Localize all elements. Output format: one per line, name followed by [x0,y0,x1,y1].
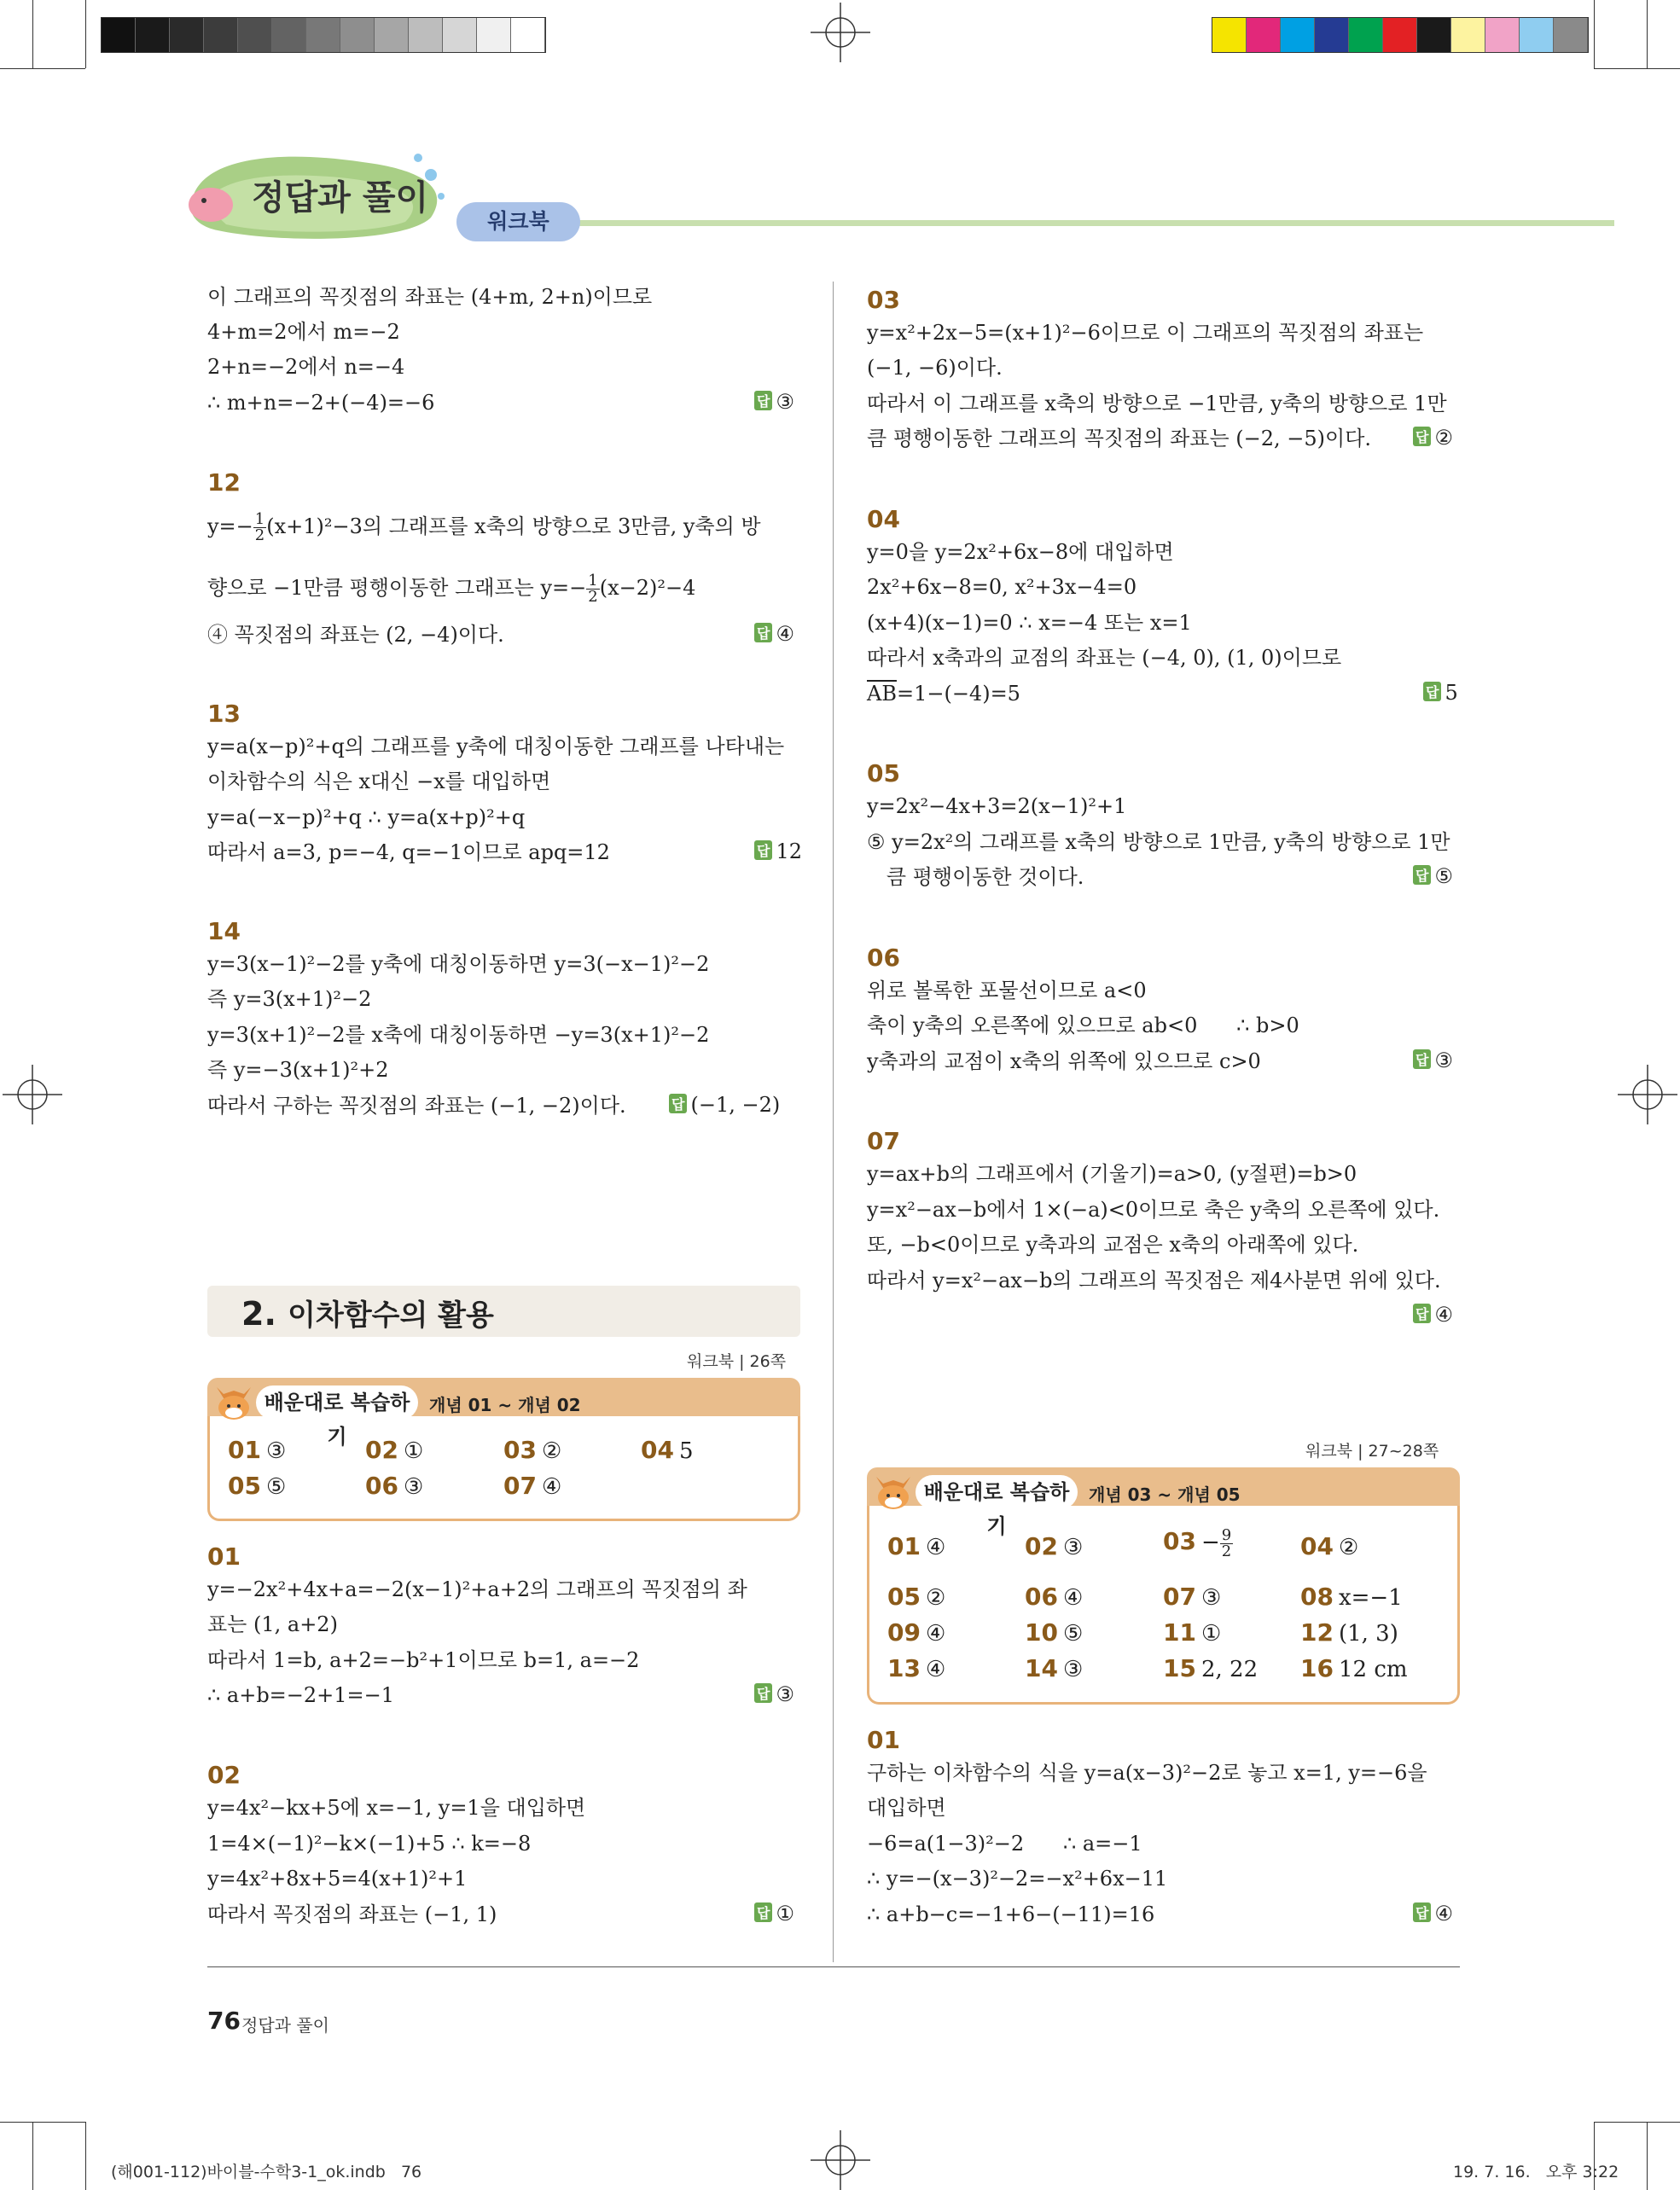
solution-line: y=2x²−4x+3=2(x−1)²+1 [867,794,1127,818]
crop-mark [85,2122,86,2190]
solution-line: −6=a(1−3)²−2 ∴ a=−1 [867,1832,1142,1856]
fraction: $\frac{1}{2}$ [254,510,265,544]
crop-mark [0,68,85,69]
solution-line: 1=4×(−1)²−k×(−1)+5 ∴ k=−8 [207,1832,532,1856]
color-swatches [1212,17,1589,53]
solution-line: y=3(x+1)²−2를 x축에 대칭이동하면 −y=3(x+1)²−2 [207,1023,710,1047]
solution-line: y=a(x−p)²+q의 그래프를 y축에 대칭이동한 그래프를 나타내는 [207,735,785,758]
solution-line: 따라서 a=3, p=−4, q=−1이므로 apq=12 [207,840,610,864]
review-answer: 04 ② [1300,1532,1359,1560]
problem-number: 06 [867,944,900,972]
review-answer: 01 ③ [228,1436,287,1464]
crop-mark [1594,68,1680,69]
review-answer: 05 ⑤ [228,1472,287,1500]
review-title: 배운대로 복습하기 [256,1385,418,1420]
review-answer: 08 x=−1 [1300,1583,1403,1611]
answer-badge: 답 ③ [754,390,794,414]
review-answer: 09 ④ [887,1618,946,1647]
answer-mark-icon: 답 [754,1902,772,1922]
fox-mascot-icon [869,1465,917,1516]
solution-line: 즉 y=3(x+1)²−2 [207,987,372,1011]
review-answer: 04 5 [641,1436,694,1464]
solution-line: (−1, −6)이다. [867,356,1003,380]
header-rule [546,220,1614,226]
review-answer: 02 ① [365,1436,424,1464]
page-label: 정답과 풀이 [241,2015,329,2036]
crop-mark [85,0,86,68]
solution-line: 따라서 y=x²−ax−b의 그래프의 꼭짓점은 제4사분면 위에 있다. [867,1269,1441,1293]
page-number: 76 [207,2007,241,2035]
crop-mark [1594,0,1595,68]
solution-line: ∴ a+b−c=−1+6−(−11)=16 [867,1902,1155,1926]
review-answer: 03 − $\frac{9}{2}$ [1163,1525,1232,1560]
review-answer: 15 2, 22 [1163,1654,1259,1682]
answer-badge: 답 5 [1423,681,1458,705]
problem-number: 14 [207,917,241,945]
workbook-page-ref: 워크북 | 26쪽 [687,1352,787,1371]
solution-line: y=4x²−kx+5에 x=−1, y=1을 대입하면 [207,1796,586,1820]
solution-line: 큼 평행이동한 것이다. [867,865,1084,889]
crop-mark [32,2122,33,2190]
solution-line: y=−2x²+4x+a=−2(x−1)²+a+2의 그래프의 꼭짓점의 좌 [207,1577,747,1601]
page-header-title: 정답과 풀이 [252,178,429,218]
answer-mark-icon: 답 [669,1094,687,1113]
solution-line: $\overline{AB}=1-(-4)=5$ [867,682,1020,706]
solution-line: ④ 꼭짓점의 좌표는 (2, −4)이다. [207,623,504,647]
review-box [207,1416,800,1521]
solution-line: 구하는 이차함수의 식을 y=a(x−3)²−2로 놓고 x=1, y=−6을 [867,1761,1427,1785]
answer-mark-icon: 답 [1413,427,1431,446]
grayscale-swatches [101,17,546,53]
solution-line: 위로 볼록한 포물선이므로 a<0 [867,979,1147,1002]
solution-line: 이차함수의 식은 x대신 −x를 대입하면 [207,770,551,793]
registration-mark-icon [811,2130,870,2190]
crop-mark [0,2122,85,2123]
segment-ab: $\overline{AB}$ [867,682,897,706]
review-range: 개념 01 ~ 개념 02 [429,1395,581,1415]
solution-line: y=4x²+8x+5=4(x+1)²+1 [207,1867,468,1891]
solution-line: 축이 y축의 오른쪽에 있으므로 ab<0 ∴ b>0 [867,1014,1299,1037]
registration-mark-icon [1618,1065,1677,1124]
solution-line: y=x²−ax−b에서 1×(−a)<0이므로 축은 y축의 오른쪽에 있다. [867,1198,1440,1222]
problem-number: 01 [207,1542,241,1571]
solution-line: ∴ y=−(x−3)²−2=−x²+6x−11 [867,1867,1168,1891]
review-answer: 06 ④ [1025,1583,1084,1611]
solution-line: 4+m=2에서 m=−2 [207,320,400,344]
solution-line: ∴ m+n=−2+(−4)=−6 [207,391,435,415]
problem-number: 05 [867,759,900,787]
fraction: $\frac{9}{2}$ [1221,1525,1232,1560]
solution-line: ∴ a+b=−2+1=−1 [207,1683,395,1707]
crop-mark [1647,2122,1648,2190]
answer-mark-icon: 답 [1413,1049,1431,1069]
answer-mark-icon: 답 [1413,865,1431,885]
answer-badge: 답 (−1, −2) [669,1093,780,1117]
solution-line: 표는 (1, a+2) [207,1612,338,1636]
solution-line: 이 그래프의 꼭짓점의 좌표는 (4+m, 2+n)이므로 [207,285,653,309]
review-answer: 13 ④ [887,1654,946,1682]
review-answer: 11 ① [1163,1618,1222,1647]
review-answer: 01 ④ [887,1532,946,1560]
review-answer: 14 ③ [1025,1654,1084,1682]
review-answer: 10 ⑤ [1025,1618,1084,1647]
review-range: 개념 03 ~ 개념 05 [1089,1484,1241,1505]
file-slug: (해001-112)바이블-수학3-1_ok.indb 76 [111,2163,422,2181]
registration-mark-icon [3,1065,62,1124]
crop-mark [1594,2122,1680,2123]
problem-number: 03 [867,286,900,314]
crop-mark [1647,0,1648,68]
solution-line: y축과의 교점이 x축의 위쪽에 있으므로 c>0 [867,1049,1261,1073]
answer-badge: 답 ③ [1413,1049,1453,1072]
solution-line: 따라서 구하는 꼭짓점의 좌표는 (−1, −2)이다. [207,1094,626,1118]
solution-line: 대입하면 [867,1796,946,1820]
review-answer: 03 ② [503,1436,562,1464]
review-answer: 16 12 cm [1300,1654,1408,1682]
column-divider [833,282,834,1962]
review-answer: 07 ③ [1163,1583,1222,1611]
answer-badge: 답 ③ [754,1682,794,1706]
answer-badge: 답 ④ [754,622,794,646]
answer-mark-icon: 답 [754,623,772,642]
fraction: $\frac{1}{2}$ [588,572,598,606]
solution-line: y=3(x−1)²−2를 y축에 대칭이동하면 y=3(−x−1)²−2 [207,952,710,976]
answer-badge: 답 ④ [1413,1303,1453,1327]
review-answer: 12 (1, 3) [1300,1618,1398,1647]
solution-line: 즉 y=−3(x+1)²+2 [207,1058,389,1082]
answer-mark-icon: 답 [1413,1304,1431,1323]
answer-badge: 답 ② [1413,426,1453,450]
solution-line: 따라서 x축과의 교점의 좌표는 (−4, 0), (1, 0)이므로 [867,646,1342,670]
registration-mark-icon [811,3,870,62]
solution-line: y=0을 y=2x²+6x−8에 대입하면 [867,540,1174,564]
solution-line: 2x²+6x−8=0, x²+3x−4=0 [867,575,1137,599]
section-heading: 2. 이차함수의 활용 [241,1295,494,1333]
print-timestamp: 19. 7. 16. 오후 3:22 [1453,2163,1619,2181]
crop-mark [32,0,33,68]
solution-line: y=a(−x−p)²+q ∴ y=a(x+p)²+q [207,805,526,829]
solution-line: 향으로 −1만큼 평행이동한 그래프는 y=− $\frac{1}{2}$ (x−2)²−4 [207,572,696,606]
problem-number: 13 [207,700,241,728]
answer-mark-icon: 답 [1413,1902,1431,1922]
fox-mascot-icon [210,1375,258,1426]
solution-line: y=− $\frac{1}{2}$ (x+1)²−3의 그래프를 x축의 방향으로 3만큼, y축의 방 [207,510,761,544]
solution-line: y=ax+b의 그래프에서 (기울기)=a>0, (y절편)=b>0 [867,1162,1357,1186]
answer-mark-icon: 답 [754,391,772,410]
answer-mark-icon: 답 [754,1683,772,1703]
solution-line: 2+n=−2에서 n=−4 [207,355,405,379]
problem-number: 12 [207,468,241,497]
solution-line: (x+4)(x−1)=0 ∴ x=−4 또는 x=1 [867,611,1192,635]
answer-badge: 답 ④ [1413,1902,1453,1926]
answer-mark-icon: 답 [1423,682,1441,701]
answer-badge: 답 12 [754,839,802,863]
solution-line: ⑤ y=2x²의 그래프를 x축의 방향으로 1만큼, y축의 방향으로 1만 [867,830,1450,854]
problem-number: 02 [207,1761,241,1789]
solution-line: y=x²+2x−5=(x+1)²−6이므로 이 그래프의 꼭짓점의 좌표는 [867,321,1424,345]
problem-number: 07 [867,1127,900,1155]
solution-line: 또, −b<0이므로 y축과의 교점은 x축의 아래쪽에 있다. [867,1233,1359,1257]
footer-rule [207,1966,1460,1967]
solution-line: 따라서 1=b, a+2=−b²+1이므로 b=1, a=−2 [207,1648,640,1672]
review-answer: 02 ③ [1025,1532,1084,1560]
review-answer: 07 ④ [503,1472,562,1500]
review-title: 배운대로 복습하기 [916,1475,1078,1509]
workbook-tab: 워크북 [456,202,580,241]
problem-number: 01 [867,1726,900,1754]
solution-line: 따라서 꼭짓점의 좌표는 (−1, 1) [207,1902,497,1926]
answer-mark-icon: 답 [754,840,772,860]
solution-line: 따라서 이 그래프를 x축의 방향으로 −1만큼, y축의 방향으로 1만 [867,392,1447,415]
problem-number: 04 [867,505,900,533]
answer-badge: 답 ⑤ [1413,864,1453,888]
solution-line: 큼 평행이동한 그래프의 꼭짓점의 좌표는 (−2, −5)이다. [867,427,1372,450]
answer-badge: 답 ① [754,1902,794,1926]
workbook-page-ref: 워크북 | 27~28쪽 [1305,1442,1439,1461]
review-answer: 05 ② [887,1583,946,1611]
review-answer: 06 ③ [365,1472,424,1500]
